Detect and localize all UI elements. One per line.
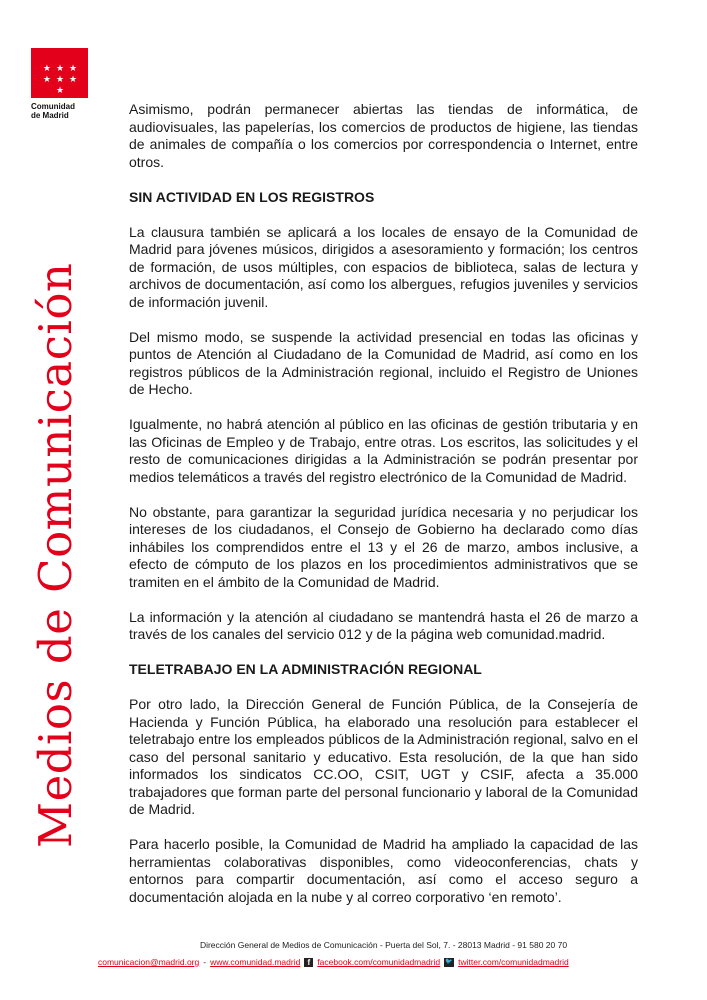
- star-icon: ★: [42, 74, 51, 84]
- star-icon: ★: [69, 74, 78, 84]
- comunidad-de-madrid-logo: [31, 48, 88, 120]
- document-body: [129, 101, 638, 924]
- footer-links: [98, 957, 569, 967]
- madrid-flag-icon: [31, 48, 88, 98]
- logo-line-1: Comunidad: [31, 102, 75, 111]
- email-link[interactable]: comunicacion@madrid.org: [98, 957, 200, 967]
- section-heading: SIN ACTIVIDAD EN LOS REGISTROS: [129, 188, 375, 205]
- separator: -: [203, 957, 207, 967]
- section-heading: TELETRABAJO EN LA ADMINISTRACIÓN REGIONAL: [129, 661, 482, 677]
- star-icon: ★: [55, 74, 65, 84]
- paragraph: Igualmente, no habrá atención al público en las oficinas de gestión tributaria y en las Oficinas de Empleo y de Trabajo, entre otras. Los escritos, las solicitudes y el resto de comunicaciones dirigidas a la Administración se podrán presentar por medios telemáticos a través del registro electrónico de la Comunidad de Madrid.: [129, 416, 638, 485]
- paragraph: La información y la atención al ciudadano se mantendrá hasta el 26 de marzo a través de los canales del servicio 012 y de la página web comunidad.madrid.: [129, 608, 638, 642]
- twitter-icon: 🐦: [445, 958, 453, 965]
- paragraph: No obstante, para garantizar la seguridad jurídica necesaria y no perjudicar los intereses de los ciudadanos, el Consejo de Gobierno ha declarado como días inhábiles los comprendidos entre el 13 y el 26 de marzo, ambos inclusive, a efecto de cómputo de los plazos en los procedimientos administrativos que se tramiten en el ámbito de la Comunidad de Madrid.: [129, 503, 638, 590]
- vertical-section-title: Medios de Comunicación: [29, 262, 82, 848]
- star-icon: ★: [55, 85, 65, 95]
- website-link[interactable]: www.comunidad.madrid: [210, 957, 301, 967]
- logo-text: [31, 102, 88, 120]
- star-icon: ★: [55, 63, 65, 73]
- paragraph: Para hacerlo posible, la Comunidad de Madrid ha ampliado la capacidad de las herramientas colaborativas disponibles, como videoconferencias, chats y entornos para compartir documentación, así como el acceso seguro a documentación alojada en la nube y al correo corporativo ‘en remoto’.: [129, 836, 638, 905]
- paragraph: Del mismo modo, se suspende la actividad presencial en todas las oficinas y puntos de Atención al Ciudadano de la Comunidad de Madrid, así como en los registros públicos de la Administración regional, incluido el Registro de Uniones de Hecho.: [129, 328, 638, 397]
- paragraph: La clausura también se aplicará a los locales de ensayo de la Comunidad de Madrid para jóvenes músicos, dirigidos a asesoramiento y formación; los centros de formación, de usos múltiples, con espacios de biblioteca, salas de lectura y archivos de documentación, así como los albergues, refugios juveniles y servicios de información juvenil.: [129, 223, 638, 310]
- star-icon: ★: [69, 63, 78, 73]
- facebook-icon: f: [304, 958, 313, 967]
- footer-address: Dirección General de Medios de Comunicación - Puerta del Sol, 7. - 28013 Madrid - 91 580 20 70: [199, 940, 568, 950]
- star-icon: ★: [42, 63, 51, 73]
- paragraph: Por otro lado, la Dirección General de Función Pública, de la Consejería de Hacienda y Función Pública, ha elaborado una resolución para establecer el teletrabajo entre los empleados públicos de la Administración regional, salvo en el caso del personal sanitario y educativo. Esta resolución, de la que han sido informados los sindicatos CC.OO, CSIT, UGT y CSIF, afecta a 35.000 trabajadores que forman parte del personal funcionario y laboral de la Comunidad de Madrid.: [129, 696, 638, 817]
- facebook-link[interactable]: facebook.com/comunidadmadrid: [317, 957, 441, 967]
- paragraph: Asimismo, podrán permanecer abiertas las tiendas de informática, de audiovisuales, las papelerías, los comercios de productos de higiene, las tiendas de animales de compañía o los comercios por correspondencia o Internet, entre otros.: [129, 101, 638, 170]
- logo-line-2: de Madrid: [31, 111, 69, 120]
- twitter-link[interactable]: twitter.com/comunidadmadrid: [458, 957, 569, 967]
